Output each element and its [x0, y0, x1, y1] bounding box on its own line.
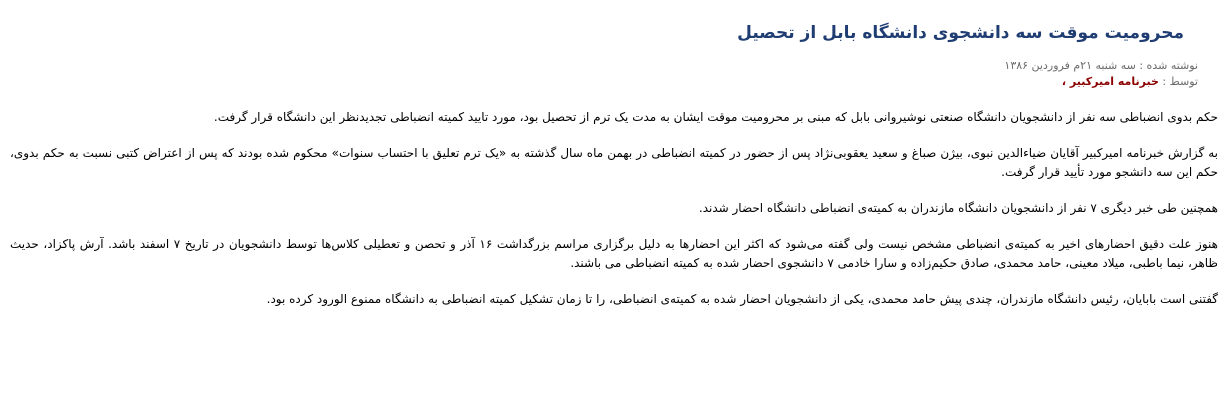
article-paragraph: حکم بدوی انضباطی سه نفر از دانشجویان دانشگاه صنعتی نوشیروانی بابل که مبنی بر محرومیت موقت ایشان به مدت یک ترم از تحصیل بود، مورد تایید کمیته انضباطی تجدیدنظر این دانشگاه قرار گرفت.	[213, 110, 1218, 124]
article-paragraph: به گزارش خبرنامه امیرکبیر آقایان ضیاءالدین نبوی، بیژن صباغ و سعید یعقوبی‌نژاد پس از حضور در کمیته انضباطی در بهمن ماه سال گذشته به «یک ترم تعلیق با احتساب سنوات» محکوم شده بودند که پس از اعتراض کتبی نسبت به حکم بدوی، حکم این سه دانشجو مورد تأیید قرار گرفت.	[10, 146, 1218, 179]
article-paragraph: گفتنی است بابایان، رئیس دانشگاه مازندران، چندی پیش حامد محمدی، یکی از دانشجویان احضار شده به کمیته‌ی انضباطی، را تا زمان تشکیل کمیته انضباطی به دانشگاه ممنوع الورود کرده بود.	[266, 292, 1218, 306]
article-title: محرومیت موقت سه دانشجوی دانشگاه بابل از تحصیل	[737, 23, 1184, 43]
article-body	[8, 108, 1220, 309]
article-meta	[8, 58, 1198, 90]
article-paragraph: همچنین طی خبر دیگری ۷ نفر از دانشجویان دانشگاه مازندران به کمیته‌ی انضباطی دانشگاه احضار شدند.	[698, 201, 1218, 215]
author-row	[8, 74, 1198, 90]
author-link[interactable]: خبرنامه امیرکبیر ،	[1061, 75, 1159, 88]
posted-label: نوشته شده :	[1139, 59, 1198, 72]
article-paragraph: هنوز علت دقیق احضارهای اخیر به کمیته‌ی انضباطی مشخص نیست ولی گفته می‌شود که اکثر این احضارها به دلیل برگزاری مراسم بزرگداشت ۱۶ آذر و تحصن و تعطیلی کلاس‌ها توسط دانشجویان در تاریخ ۷ اسفند باشد. آرش پاکزاد، حدیث ظاهر، نیما باطبی، میلاد معینی، حامد محمدی، صادق حکیم‌زاده و سارا خادمی ۷ دانشجوی احضار شده به کمیته انضباطی می باشند.	[10, 237, 1218, 270]
author-label: توسط :	[1162, 75, 1198, 88]
posted-row	[8, 58, 1198, 74]
posted-date: سه شنبه ۲۱م فروردین ۱۳۸۶	[1004, 59, 1136, 72]
